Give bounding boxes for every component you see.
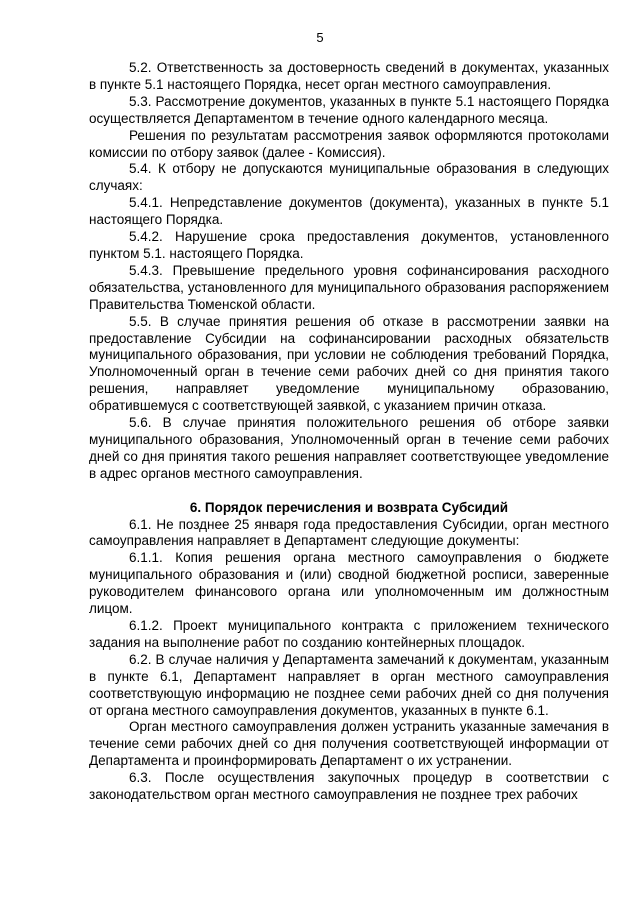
page-number: 5: [316, 30, 324, 45]
paragraph-5-4-3: 5.4.3. Превышение предельного уровня софинансирования расходного обязательства, установленного для муниципального образования распоряжением Правительства Тюменской области.: [89, 262, 609, 312]
paragraph-6-1: 6.1. Не позднее 25 января года предоставления Субсидии, орган местного самоуправления направляет в Департамент следующие документы:: [89, 516, 609, 549]
paragraph-5-4: 5.4. К отбору не допускаются муниципальные образования в следующих случаях:: [89, 161, 609, 194]
section-heading: 6. Порядок перечисления и возврата Субсидий: [189, 499, 509, 515]
paragraph-5-3: 5.3. Рассмотрение документов, указанных в пункте 5.1 настоящего Порядка осуществляется Департаментом в течение одного календарного месяца.: [89, 93, 609, 126]
paragraph-5-4-2: 5.4.2. Нарушение срока предоставления документов, установленного пунктом 5.1. настоящего Порядка.: [89, 229, 609, 261]
paragraph-6-1-2: 6.1.2. Проект муниципального контракта с приложением технического задания на выполнение работ по созданию контейнерных площадок.: [89, 618, 609, 650]
paragraph-decisions: Решения по результатам рассмотрения заявок оформляются протоколами комиссии по отбору заявок (далее - Комиссия).: [89, 127, 609, 160]
paragraph-5-2: 5.2. Ответственность за достоверность сведений в документах, указанных в пункте 5.1 настоящего Порядка, несет орган местного самоуправления.: [89, 60, 609, 92]
paragraph-6-2: 6.2. В случае наличия у Департамента замечаний к документам, указанным в пункте 6.1, Департамент направляет в орган местного самоуправления соответствующую информацию не позднее семи рабочих дней со дня получения от органа местного самоуправления документов, указанных в пункте 6.1.: [89, 651, 609, 718]
paragraph-6-1-1: 6.1.1. Копия решения органа местного самоуправления о бюджете муниципального образования и (или) сводной бюджетной росписи, заверенные руководителем финансового органа или уполномоченным им должностным лицом.: [89, 550, 609, 617]
document-body: [89, 60, 609, 804]
paragraph-5-6: 5.6. В случае принятия положительного решения об отборе заявки муниципального образования, Уполномоченный орган в течение семи рабочих дней со дня принятия такого решения направляет соответствующее уведомление в адрес органов местного самоуправления.: [89, 415, 609, 481]
paragraph-5-5: 5.5. В случае принятия решения об отказе в рассмотрении заявки на предоставление Субсидии на софинансировании расходных обязательств муниципального образования, при условии не соблюдения требований Порядка, Уполномоченный орган в течение семи рабочих дней со дня принятия такого решения, направляет уведомление муниципальному образованию, обратившемуся с соответствующей заявкой, с указанием причин отказа.: [89, 313, 609, 414]
paragraph-5-4-1: 5.4.1. Непредставление документов (документа), указанных в пункте 5.1 настоящего Порядка.: [89, 195, 609, 228]
paragraph-remarks: Орган местного самоуправления должен устранить указанные замечания в течение семи рабочих дней со дня получения соответствующей информации от Департамента и проинформировать Департамент о их устранении.: [89, 719, 609, 769]
paragraph-6-3: 6.3. После осуществления закупочных процедур в соответствии с законодательством орган местного самоуправления не позднее трех рабочих: [89, 770, 609, 803]
